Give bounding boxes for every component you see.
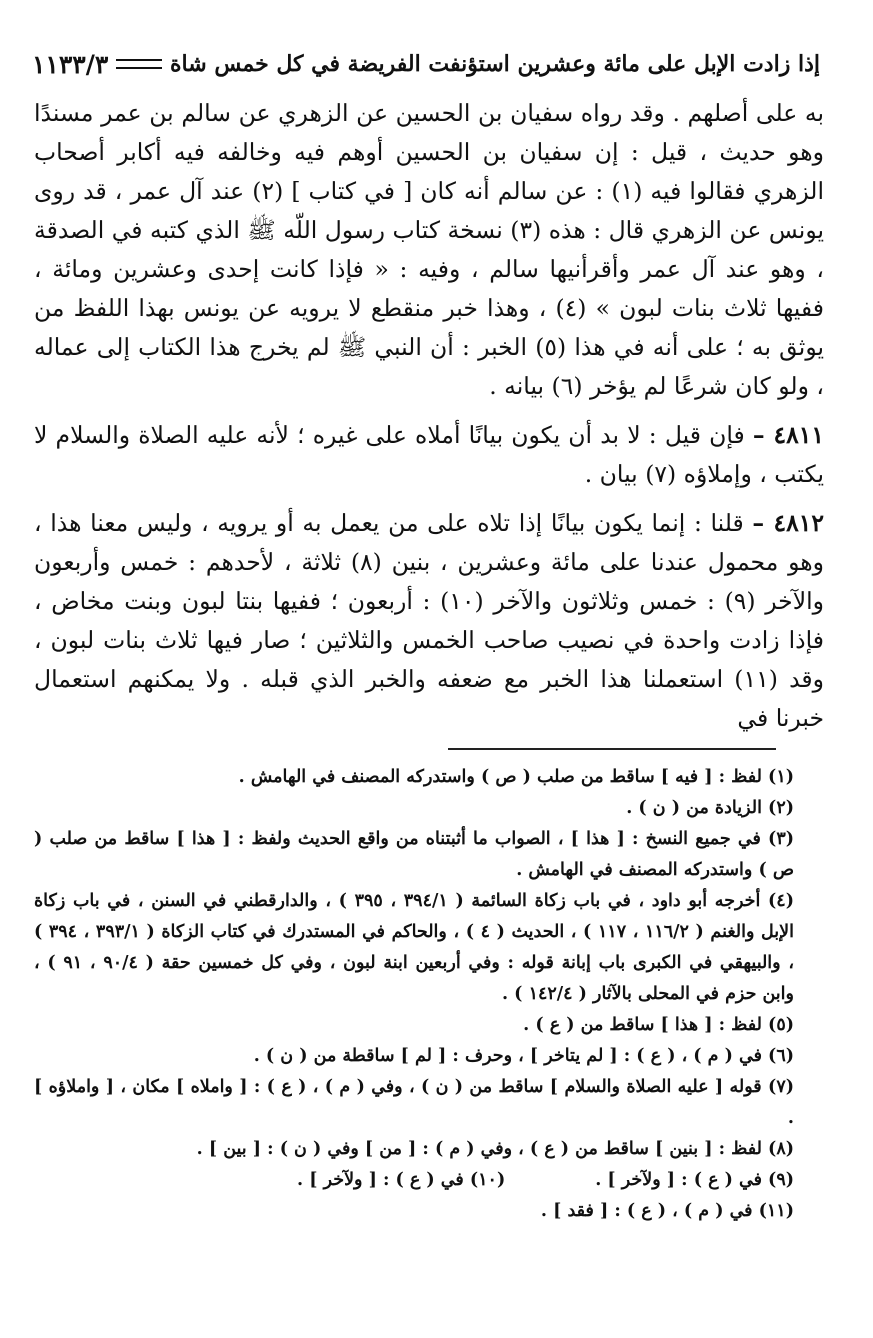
header-title: إذا زادت الإبل على مائة وعشرين استؤنفت الفريضة في كل خمس شاة (170, 51, 820, 77)
footnote-8: (٨) لفظ : [ بنين ] ساقط من ( ع ) ، وفي ( م ) : [ من ] وفي ( ن ) : [ بين ] . (196, 1139, 794, 1159)
footnote-10: (١٠) في ( ع ) : [ ولآخر ] . (297, 1170, 506, 1190)
running-header (32, 44, 820, 84)
footnote-9-10-row (34, 1165, 794, 1196)
paragraph-text: قلنا : إنما يكون بيانًا إذا تلاه على من يعمل به أو يرويه ، وليس معنا هذا ، وهو محمول عندنا على مائة وعشرين ، بنين (٨) ثلاثة ، لأحدهم : خمس وأربعون والآخر (٩) : خمس وثلاثون والآخر (١٠) : أربعون ؛ ففيها بنتا لبون وبنت مخاض ، فإذا زادت واحدة في نصيب صاحب الخمس والثلاثين ؛ صار فيها ثلاث بنات لبون ، وقد (١١) استعملنا هذا الخبر مع ضعفه والخبر الذي قبله . ولا يمكنهم استعمال خبرنا في (34, 509, 824, 732)
footnote-2: (٢) الزيادة من ( ن ) . (626, 798, 794, 818)
page-number: ١١٣٣/٣ (32, 49, 109, 79)
footnotes (34, 762, 794, 1227)
footnote-1: (١) لفظ : [ فيه ] ساقط من صلب ( ص ) واستدركه المصنف في الهامش . (238, 767, 794, 787)
footnote-separator (448, 748, 776, 750)
paragraph-text: فإن قيل : لا بد أن يكون بيانًا أملاه على غيره ؛ لأنه عليه الصلاة والسلام لا يكتب ، وإملاؤه (٧) بيان . (34, 421, 824, 488)
footnote-9: (٩) في ( ع ) : [ ولآخر ] . (595, 1170, 794, 1190)
paragraph-4812 (34, 504, 824, 738)
main-text (34, 94, 824, 748)
footnote-4: (٤) أخرجه أبو داود ، في باب زكاة السائمة ( ٣٩٤/١ ، ٣٩٥ ) ، والدارقطني في السنن ، في باب زكاة الإبل والغنم ( ١١٦/٢ ، ١١٧ ) ، الحديث ( ٤ ) ، والحاكم في المستدرك في كتاب الزكاة ( ٣٩٣/١ ، ٣٩٤ ) ، والبيهقي في الكبرى باب إبانة قوله : وفي أربعين ابنة لبون ، وفي كل خمسين حقة ( ٩٠/٤ ، ٩١ ) ، وابن حزم في المحلى بالآثار ( ١٤٢/٤ ) . (34, 891, 794, 1004)
footnote-7: (٧) قوله [ عليه الصلاة والسلام ] ساقط من ( ن ) ، وفي ( م ) ، ( ع ) : [ واملاه ] مكان ، [ واملاؤه ] . (34, 1077, 794, 1128)
footnote-6: (٦) في ( م ) ، ( ع ) : [ لم يتاخر ] ، وحرف : [ لم ] ساقطة من ( ن ) . (253, 1046, 794, 1066)
footnote-5: (٥) لفظ : [ هذا ] ساقط من ( ع ) . (523, 1015, 794, 1035)
footnote-3: (٣) في جميع النسخ : [ هذا ] ، الصواب ما أثبتناه من واقع الحديث ولفظ : [ هذا ] ساقط من صلب ( ص ) واستدركه المصنف في الهامش . (34, 829, 794, 880)
paragraph-continuation (34, 94, 824, 406)
paragraph-text: به على أصلهم . وقد رواه سفيان بن الحسين عن الزهري عن سالم بن عمر مسندًا وهو حديث ، قيل : إن سفيان بن الحسين أوهم فيه وخالفه فيه أكابر أصحاب الزهري فقالوا فيه (١) : عن سالم أنه كان [ في كتاب ] (٢) عند آل عمر ، قد روى يونس عن الزهري قال : هذه (٣) نسخة كتاب رسول اللّه ﷺ الذي كتبه في الصدقة ، وهو عند آل عمر وأقرأنيها سالم ، وفيه : « فإذا كانت إحدى وعشرين ومائة ، ففيها ثلاث بنات لبون » (٤) ، وهذا خبر منقطع لا يرويه عن يونس بهذا اللفظ من يوثق به ؛ على أنه في هذا (٥) الخبر : أن النبي ﷺ لم يخرج هذا الكتاب إلى عماله ، ولو كان شرعًا لم يؤخر (٦) بيانه . (34, 99, 825, 400)
footnote-11: (١١) في ( م ) ، ( ع ) : [ فقد ] . (540, 1201, 794, 1221)
paragraph-4811 (34, 416, 824, 494)
header-double-rule (116, 59, 162, 69)
paragraph-number: ٤٨١٢ – (752, 509, 824, 537)
paragraph-number: ٤٨١١ – (752, 421, 824, 449)
